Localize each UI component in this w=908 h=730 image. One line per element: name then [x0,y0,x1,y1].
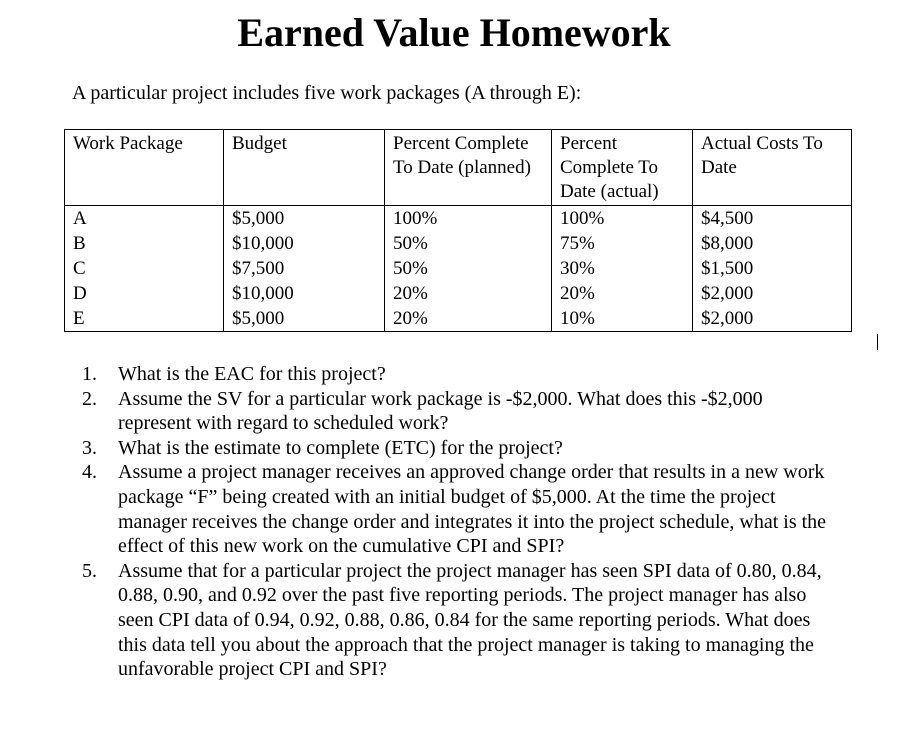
question-text: What is the EAC for this project? [118,363,386,385]
cell-percent-actual: 100% [552,206,693,232]
cell-actual-costs: $8,000 [693,231,852,256]
cell-percent-actual: 30% [552,256,693,281]
cell-percent-planned: 20% [385,306,552,332]
cell-budget: $5,000 [224,206,385,232]
cell-percent-actual: 10% [552,306,693,332]
cell-work-package: D [65,281,224,306]
header-percent-actual: Percent Complete To Date (actual) [552,130,693,206]
cell-percent-planned: 20% [385,281,552,306]
question-text: Assume a project manager receives an approved change order that results in a new work package “F” being created with an initial budget of $5,000. At the time the project manager receives the change order and integrates it into the project schedule, what is the effect of this new work on the cumulative CPI and SPI? [118,461,827,558]
table-row [65,206,852,232]
table-row [65,256,852,281]
cell-work-package: B [65,231,224,256]
question-item [82,362,838,387]
document-title: Earned Value Homework [237,10,671,55]
cell-budget: $7,500 [224,256,385,281]
cell-percent-planned: 100% [385,206,552,232]
cell-percent-actual: 20% [552,281,693,306]
question-item [82,460,838,558]
question-list [82,362,838,682]
question-text: Assume that for a particular project the project manager has seen SPI data of 0.80, 0.84, 0.88, 0.90, and 0.92 over the past five reporting periods. The project manager has also seen CPI data of 0.94, 0.92, 0.88, 0.86, 0.84 for the same reporting periods. What does this data tell you about the approach that the project manager is taking to managing the unfavorable project CPI and SPI? [118,559,822,681]
cell-percent-planned: 50% [385,256,552,281]
table-row [65,231,852,256]
cell-work-package: E [65,306,224,332]
table-header-row [65,130,852,206]
question-number: 4. [82,461,97,484]
table-row [65,281,852,306]
cell-actual-costs: $2,000 [693,306,852,332]
cell-percent-planned: 50% [385,231,552,256]
question-text: Assume the SV for a particular work package is -$2,000. What does this -$2,000 represent with regard to scheduled work? [118,387,763,435]
table-row [65,306,852,332]
cell-budget: $10,000 [224,231,385,256]
cell-actual-costs: $1,500 [693,256,852,281]
header-budget: Budget [224,130,385,206]
question-number: 1. [82,363,97,385]
header-work-package: Work Package [65,130,224,206]
question-item [82,436,838,461]
question-number: 3. [82,436,97,459]
cell-actual-costs: $4,500 [693,206,852,232]
text-cursor [877,334,878,350]
cell-work-package: C [65,256,224,281]
cell-actual-costs: $2,000 [693,281,852,306]
question-text: What is the estimate to complete (ETC) for the project? [118,436,563,459]
cell-work-package: A [65,206,224,232]
question-number: 2. [82,387,97,410]
work-package-table [64,129,852,332]
cell-budget: $5,000 [224,306,385,332]
intro-text: A particular project includes five work packages (A through E): [72,82,582,104]
cell-budget: $10,000 [224,281,385,306]
question-item [82,559,838,682]
cell-percent-actual: 75% [552,231,693,256]
question-number: 5. [82,559,97,582]
header-percent-planned: Percent Complete To Date (planned) [385,130,552,206]
header-actual-costs: Actual Costs To Date [693,130,852,206]
question-item [82,387,838,436]
